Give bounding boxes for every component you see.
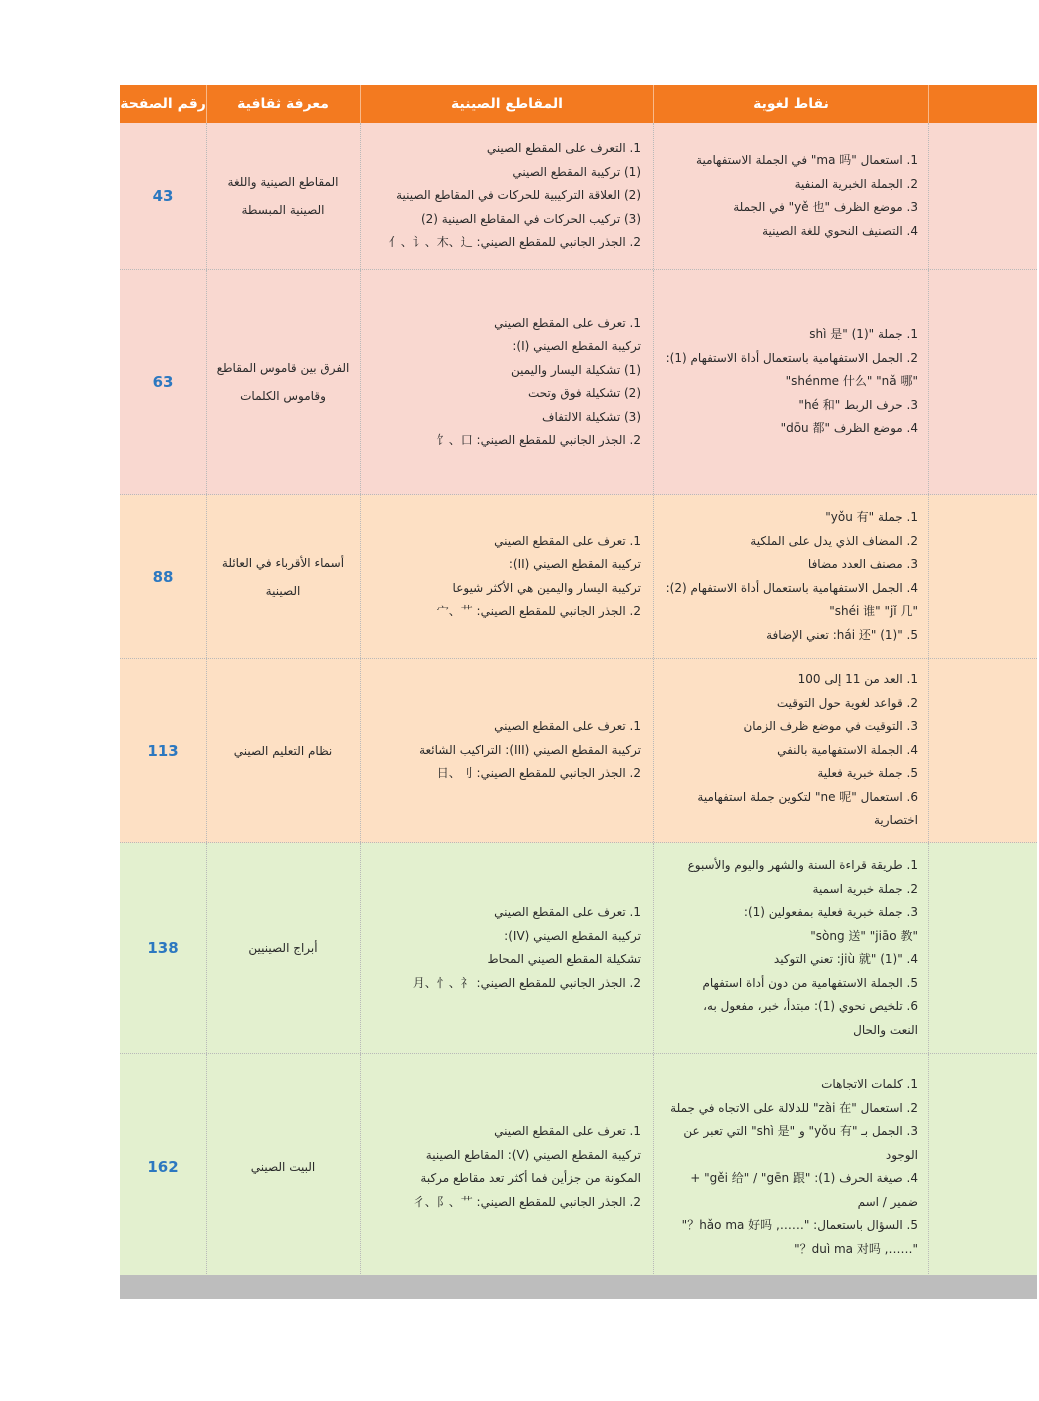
- language-points-cell: [654, 659, 928, 842]
- table-header: [120, 85, 1037, 123]
- chinese-syllables-cell: [361, 270, 653, 494]
- syllable-point: (2) العلاقة التركيبية للحركات في المقاطع الصينية: [396, 188, 641, 203]
- syllable-point: 1. تعرف على المقطع الصيني: [494, 315, 641, 330]
- language-point: الوجود: [885, 1147, 918, 1162]
- cultural-knowledge-text: المقاطع الصينية واللغة: [227, 175, 339, 189]
- column-divider: [928, 495, 929, 658]
- language-point: "shénme 什么" "nǎ 哪": [785, 374, 918, 389]
- language-point: 6. تلخيص نحوي (1): مبتدأ، خبر، مفعول به،: [703, 999, 918, 1013]
- language-point: 2. الجملة الخبرية المنفية: [794, 176, 918, 191]
- syllable-point: تركيبة المقطع الصيني (III): التراكيب الشائعة: [419, 742, 641, 757]
- syllable-point: 2. الجذر الجانبي للمقطع الصيني: 月、忄、礻: [412, 975, 641, 990]
- syllable-point: تشكيلة المقطع الصيني المحاط: [487, 952, 641, 966]
- language-point: 4. "jiù 就" (1): تعني التوكيد: [773, 952, 918, 966]
- language-points-cell: [654, 843, 928, 1053]
- language-point: 2. المضاف الذي يدل على الملكية: [750, 533, 918, 548]
- column-divider: [928, 123, 929, 269]
- page-number-cell: [120, 123, 206, 269]
- header-divider: [928, 85, 929, 123]
- chinese-syllables-cell: [361, 495, 653, 658]
- syllable-point: 2. الجذر الجانبي للمقطع الصيني: 日、刂: [436, 766, 641, 781]
- language-point: 2. الجمل الاستفهامية باستعمال أداة الاستفهام (1):: [665, 350, 918, 365]
- page-number-cell: [120, 659, 206, 842]
- language-point: 3. جملة خبرية فعلية بمفعولين (1):: [743, 905, 918, 919]
- language-points-cell: [654, 1054, 928, 1280]
- column-divider: [928, 659, 929, 842]
- cultural-knowledge-text: نظام التعليم الصيني: [233, 743, 333, 758]
- language-points-cell: [654, 270, 928, 494]
- language-point: 1. جملة "shì 是" (1): [809, 327, 918, 342]
- syllable-point: 1. تعرف على المقطع الصيني: [494, 533, 641, 548]
- cultural-knowledge-cell: [207, 123, 359, 269]
- page-number: 63: [152, 373, 174, 391]
- footer-bar: [120, 1275, 1037, 1299]
- header-cultural-knowledge: معرفة ثقافية: [237, 96, 329, 112]
- page-number-cell: [120, 843, 206, 1053]
- syllable-point: (1) تشكيلة اليسار واليمين: [510, 362, 641, 377]
- language-point: "……, duì ma 对吗？": [794, 1241, 918, 1256]
- page-number: 43: [152, 187, 174, 205]
- cultural-knowledge-text: الصينية المبسطة: [241, 203, 325, 217]
- syllable-point: (1) تركيبة المقطع الصيني: [512, 164, 641, 179]
- cultural-knowledge-text: الفرق بين قاموس المقاطع: [216, 361, 350, 375]
- language-point: 4. صيغة الحرف (1): "gěi 给" / "gēn 跟" +: [690, 1171, 918, 1185]
- language-point: النعت والحال: [853, 1022, 918, 1037]
- chinese-syllables-cell: [361, 1054, 653, 1280]
- language-point: 4. الجملة الاستفهامية بالنفي: [777, 742, 918, 757]
- page-number: 113: [147, 741, 179, 760]
- table-row: [120, 1054, 1037, 1281]
- language-point: 3. التوقيت في موضع ظرف الزمان: [743, 719, 918, 734]
- syllable-point: 1. تعرف على المقطع الصيني: [494, 905, 641, 919]
- syllable-point: 1. التعرف على المقطع الصيني: [486, 141, 641, 156]
- page-number: 138: [147, 939, 179, 957]
- chinese-syllables-cell: [361, 123, 653, 269]
- syllable-point: 2. الجذر الجانبي للمقطع الصيني: 亻、讠、木、辶: [388, 235, 641, 250]
- cultural-knowledge-cell: [207, 843, 359, 1053]
- syllable-point: تركيبة اليسار واليمين هي الأكثر شيوعا: [452, 580, 641, 595]
- cultural-knowledge-cell: [207, 495, 359, 658]
- language-point: 5. السؤال باستعمال: "……, hǎo ma 好吗？": [681, 1218, 918, 1232]
- language-point: 4. التصنيف النحوي للغة الصينية: [762, 223, 918, 238]
- syllable-point: (3) تركيب الحركات في المقاطع الصينية (2): [420, 211, 641, 226]
- language-point: 1. استعمال "ma 吗" في الجملة الاستفهامية: [696, 153, 918, 167]
- cultural-knowledge-cell: [207, 659, 359, 842]
- table-row: [120, 659, 1037, 843]
- cultural-knowledge-cell: [207, 270, 359, 494]
- language-point: 2. قواعد لغوية حول التوقيت: [776, 695, 918, 710]
- syllable-point: 1. تعرف على المقطع الصيني: [494, 719, 641, 734]
- language-point: 3. حرف الربط "hé 和": [798, 397, 918, 412]
- language-point: 2. جملة خبرية اسمية: [812, 881, 918, 896]
- syllable-point: تركيبة المقطع الصيني (IV):: [504, 928, 641, 943]
- chinese-syllables-cell: [361, 843, 653, 1053]
- column-divider: [928, 1054, 929, 1280]
- page-number-cell: [120, 1054, 206, 1280]
- syllable-point: تركيبة المقطع الصيني (II):: [508, 557, 641, 571]
- syllable-point: 2. الجذر الجانبي للمقطع الصيني: 饣、口: [436, 433, 641, 447]
- language-point: 3. الجمل بـ "yǒu 有" و "shì 是" التي تعبر عن: [683, 1124, 918, 1138]
- syllable-point: تركيبة المقطع الصيني (I):: [512, 339, 641, 353]
- language-point: 4. موضع الظرف "dōu 都": [780, 421, 918, 436]
- language-points-cell: [654, 123, 928, 269]
- language-point: ضمير / اسم: [857, 1194, 918, 1209]
- language-point: 6. استعمال "ne 呢" لتكوين جملة استفهامية: [697, 789, 918, 804]
- page-number-cell: [120, 270, 206, 494]
- table-of-contents: [120, 85, 1037, 1281]
- language-point: اختصارية: [873, 813, 918, 828]
- language-point: 1. جملة "yǒu 有": [825, 510, 918, 524]
- syllable-point: 1. تعرف على المقطع الصيني: [494, 1124, 641, 1138]
- syllable-point: (2) تشكيلة فوق وتحت: [527, 386, 641, 400]
- page-number-cell: [120, 495, 206, 658]
- cultural-knowledge-text: أسماء الأقرباء في العائلة: [221, 555, 345, 570]
- table-row: [120, 495, 1037, 659]
- cultural-knowledge-cell: [207, 1054, 359, 1280]
- language-point: 1. طريقة قراءة السنة والشهر واليوم والأسبوع: [687, 858, 918, 872]
- header-language-points: نقاط لغوية: [753, 96, 829, 112]
- language-point: 5. جملة خبرية فعلية: [817, 766, 918, 781]
- header-chinese-syllables: المقاطع الصينية: [451, 96, 563, 112]
- language-point: 5. "hái 还" (1): تعني الإضافة: [766, 627, 918, 642]
- language-point: 1. كلمات الاتجاهات: [821, 1077, 918, 1091]
- cultural-knowledge-text: البيت الصيني: [250, 1160, 316, 1174]
- header-page-number: رقم الصفحة: [120, 96, 206, 112]
- page-number: 162: [147, 1158, 179, 1176]
- language-point: 4. الجمل الاستفهامية باستعمال أداة الاستفهام (2):: [665, 580, 918, 595]
- language-point: 3. مصنف العدد مضافا: [807, 557, 918, 571]
- table-body: [120, 123, 1037, 1281]
- table-row: [120, 123, 1037, 270]
- language-point: 5. الجملة الاستفهامية من دون أداة استفهام: [702, 975, 918, 990]
- syllable-point: المكونة من جزأين فما أكثر تعد مقاطع مركبة: [420, 1171, 641, 1185]
- cultural-knowledge-text: وقاموس الكلمات: [240, 389, 326, 403]
- language-point: 3. موضع الظرف "yě 也" في الجملة: [733, 200, 918, 214]
- language-point: "sòng 送" "jiāo 教": [810, 928, 918, 943]
- language-points-cell: [654, 495, 928, 658]
- language-point: 2. استعمال "zài 在" للدلالة على الاتجاه في جملة: [670, 1100, 918, 1115]
- language-point: "shéi 谁" "jǐ 几": [829, 604, 918, 618]
- page-number: 88: [152, 567, 174, 586]
- syllable-point: (3) تشكيلة الالتفاف: [542, 409, 641, 424]
- column-divider: [928, 270, 929, 494]
- syllable-point: 2. الجذر الجانبي للمقطع الصيني: 宀、艹: [436, 604, 641, 618]
- table-row: [120, 843, 1037, 1054]
- table-row: [120, 270, 1037, 495]
- language-point: 1. العد من 11 إلى 100: [797, 672, 918, 687]
- cultural-knowledge-text: أبراج الصينيين: [248, 941, 318, 955]
- cultural-knowledge-text: الصينية: [265, 583, 301, 598]
- syllable-point: 2. الجذر الجانبي للمقطع الصيني: 彳、阝、艹: [412, 1194, 641, 1209]
- chinese-syllables-cell: [361, 659, 653, 842]
- column-divider: [928, 843, 929, 1053]
- syllable-point: تركيبة المقطع الصيني (V): المقاطع الصينية: [425, 1147, 641, 1162]
